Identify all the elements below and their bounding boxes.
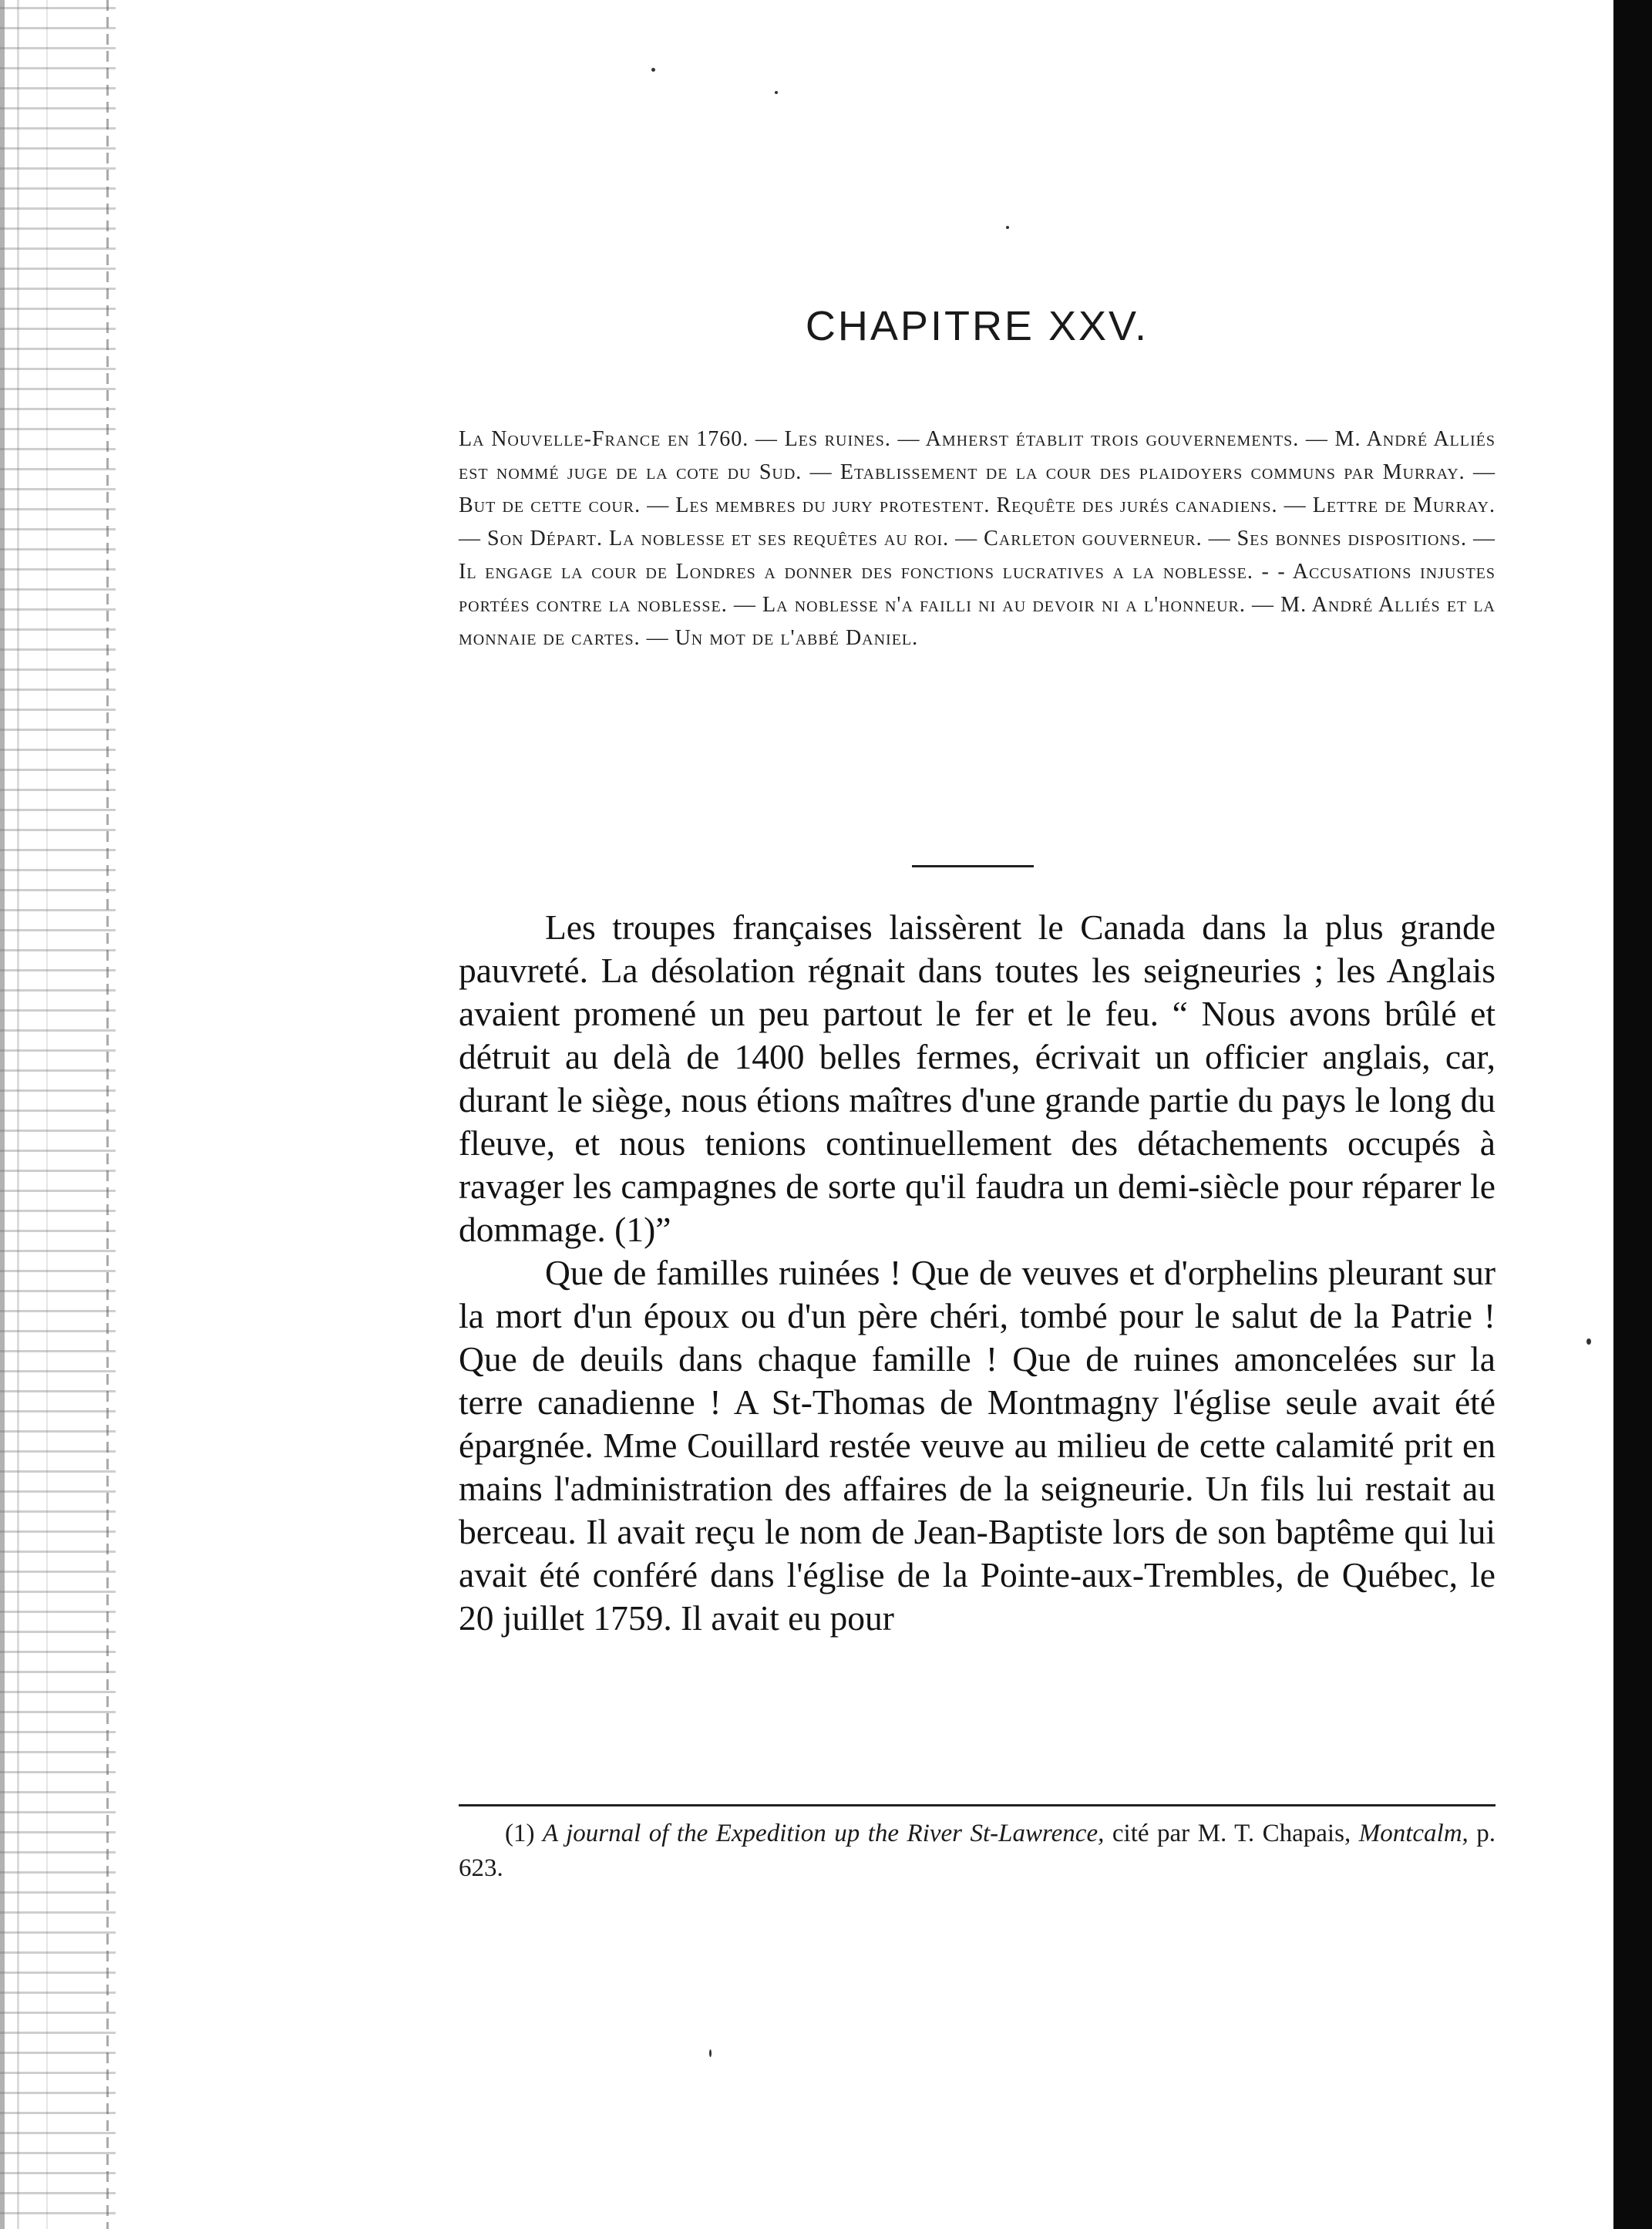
book-page <box>459 0 1496 2229</box>
footnote-number: (1) <box>505 1820 535 1847</box>
footnote-page: p. 623. <box>459 1820 1496 1882</box>
scan-left-margin <box>0 0 116 2229</box>
scan-right-border <box>1613 0 1652 2229</box>
chapter-title: CHAPITRE XXV. <box>805 303 1149 349</box>
paragraph: Que de familles ruinées ! Que de veuves et d'orphelins pleurant sur la mort d'un époux ou d'un père chéri, tombé pour le salut de la Patrie ! Que de deuils dans chaque famille ! Que de ruines amoncelées sur la terre canadienne ! A St-Thomas de Montmagny l'église seule avait été épargnée. Mme Couillard restée veuve au milieu de cette calamité prit en mains l'administration des affaires de la seigneurie. Un fils lui restait au berceau. Il avait reçu le nom de Jean-Baptiste lors de son baptême qui lui avait été conféré dans l'église de la Pointe-aux-Trembles, de Québec, le 20 juillet 1759. Il avait eu pour <box>459 1253 1496 1638</box>
body-text <box>459 906 1496 1640</box>
section-separator <box>912 865 1034 867</box>
scan-speck <box>1586 1338 1591 1345</box>
footnote-source: Montcalm, <box>1358 1820 1469 1847</box>
scan-left-binding-line <box>106 0 109 2229</box>
paragraph: Les troupes françaises laissèrent le Canada dans la plus grande pauvreté. La désolation régnait dans toutes les seigneuries ; les Anglais avaient promené un peu partout le fer et le feu. “ Nous avons brûlé et détruit au delà de 1400 belles fermes, écrivait un officier anglais, car, durant le siège, nous étions maîtres d'une grande partie du pays le long du fleuve, et nous tenions continuellement des détachements occupés à ravager les campagnes de sorte qu'il faudra un demi-siècle pour réparer le dommage. (1)” <box>459 907 1496 1249</box>
footnote-rule <box>459 1804 1496 1806</box>
footnote <box>459 1817 1496 1886</box>
footnote-work-title: A journal of the Expedition up the River St-Lawrence, <box>543 1820 1105 1847</box>
footnote-cited-by: cité par M. T. Chapais, <box>1112 1820 1351 1847</box>
chapter-summary-text: La Nouvelle-France en 1760. — Les ruines. — Amherst établit trois gouvernements. — M. André Alliés est nommé juge de la cote du Sud. — Etablissement de la cour des plaidoyers communs par Murray. — But de cette cour. — Les membres du jury protestent. Requête des jurés canadiens. — Lettre de Murray. — Son Départ. La noblesse et ses requêtes au roi. — Carleton gouverneur. — Ses bonnes dispositions. — Il engage la cour de Londres a donner des fonctions lucratives a la noblesse. - - Accusations injustes portées contre la noblesse. — La noblesse n'a failli ni au devoir ni a l'honneur. — M. André Alliés et la monnaie de cartes. — Un mot de l'abbé Daniel. <box>459 427 1496 650</box>
chapter-summary <box>459 423 1496 655</box>
